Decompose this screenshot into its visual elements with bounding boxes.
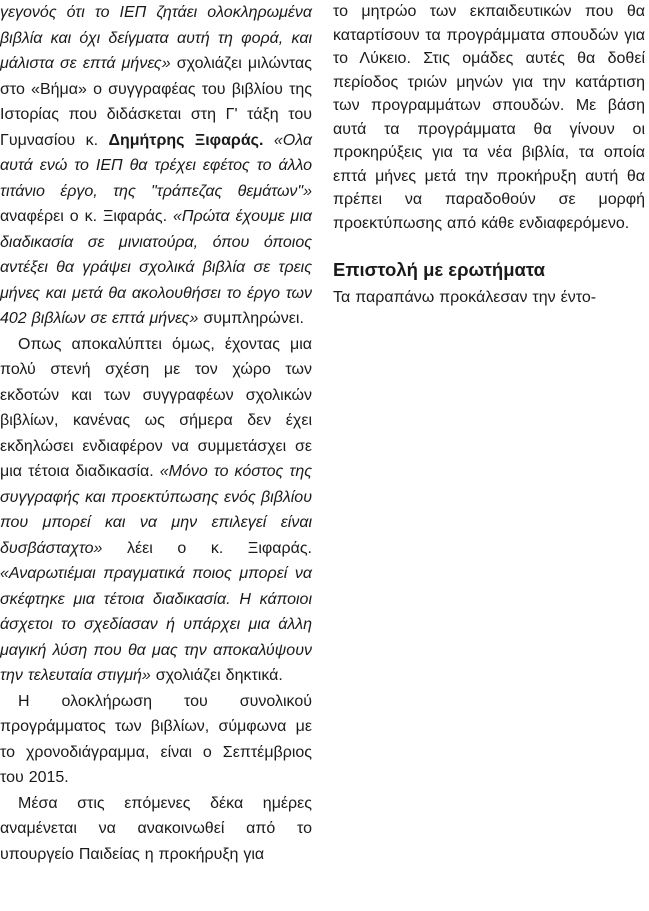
article-paragraph: Τα παραπάνω προκάλεσαν την έντο- [333, 289, 597, 306]
section-heading: Επιστολή με ερωτήματα [333, 259, 546, 280]
body-text: αναφέρει ο κ. Ξιφαράς. [0, 208, 174, 225]
article-paragraph [0, 332, 312, 689]
person-name: Δημήτρης Ξιφαράς. [108, 131, 264, 149]
body-text: Οπως αποκαλύπτει όμως, έχοντας μια πολύ στενή σχέση με τον χώρο των εκδοτών και των συγγραφέων σχολικών βιβλίων, κανένας ως σήμερα δεν έχει εκδηλώσει ενδιαφέρον να συμμετάσχει σε μια τέτοια διαδικασία. [0, 335, 312, 480]
body-text: σχολιάζει μιλώντας στο «Βήμα» ο συγγραφέας του βιβλίου της Ιστορίας που διδάσκεται στη Γ' τάξη του Γυμνασίου κ. [0, 55, 313, 149]
article-paragraph [0, 0, 312, 332]
body-text: σχολιάζει δηκτικά. [150, 667, 283, 684]
quote-text: γεγονός ότι το ΙΕΠ ζητάει ολοκληρωμένα βιβλία και όχι δείγματα αυτή τη φορά, και μάλιστα σε επτά μήνες» [0, 4, 312, 72]
article-paragraph: το μητρώο των εκπαιδευτικών που θα καταρτίσουν τα προγράμματα σπουδών για το Λύκειο. Στις ομάδες αυτές θα δοθεί περίοδος τριών μηνών για την κατάρτιση των προγραμμάτων σπουδών. Με βάση αυτά τα προγράμματα θα γίνουν οι προκηρύξεις για τα νέα βιβλία, τα οποία επτά μήνες μετά την προκήρυξη αυτή θα πρέπει να παραδοθούν σε μορφή προεκτύπωσης από κάθε ενδιαφερόμενο. [333, 3, 645, 232]
left-column [0, 0, 312, 867]
right-column [333, 0, 645, 310]
body-text: λέει ο κ. Ξιφαράς. [102, 539, 312, 557]
quote-text: «Πρώτα έχουμε μια διαδικασία σε μινιατούρα, όπου όποιος αντέξει θα γράψει σχολικά βιβλία σε τρεις μήνες και μετά θα ακολουθήσει το έργο των 402 βιβλίων σε επτά μήνες» [0, 208, 313, 327]
article-paragraph: Μέσα στις επόμενες δέκα ημέρες αναμένεται να ανακοινωθεί από το υπουργείο Παιδείας η προκήρυξη για [0, 794, 312, 863]
body-text: συμπληρώνει. [198, 310, 304, 327]
quote-text: «Ολα αυτά ενώ το ΙΕΠ θα τρέχει εφέτος το άλλο τιτάνιο έργο, της "τράπεζας θεμάτων"» [0, 131, 312, 200]
quote-text: «Αναρωτιέμαι πραγματικά ποιος μπορεί να σκέφτηκε μια τέτοια διαδικασία. Η κάποιοι άσχετοι το σχεδίασαν ή υπάρχει μια άλλη μαγική λύση που θα μας την αποκαλύψουν την τελευταία στιγμή» [0, 565, 312, 684]
quote-text: «Μόνο το κόστος της συγγραφής και προεκτύπωσης ενός βιβλίου που μπορεί και να μην επιλεγεί είναι δυσβάσταχτο» [0, 463, 312, 557]
article-paragraph: Η ολοκλήρωση του συνολικού προγράμματος των βιβλίων, σύμφωνα με το χρονοδιάγραμμα, είναι ο Σεπτέμβριος του 2015. [0, 692, 312, 786]
